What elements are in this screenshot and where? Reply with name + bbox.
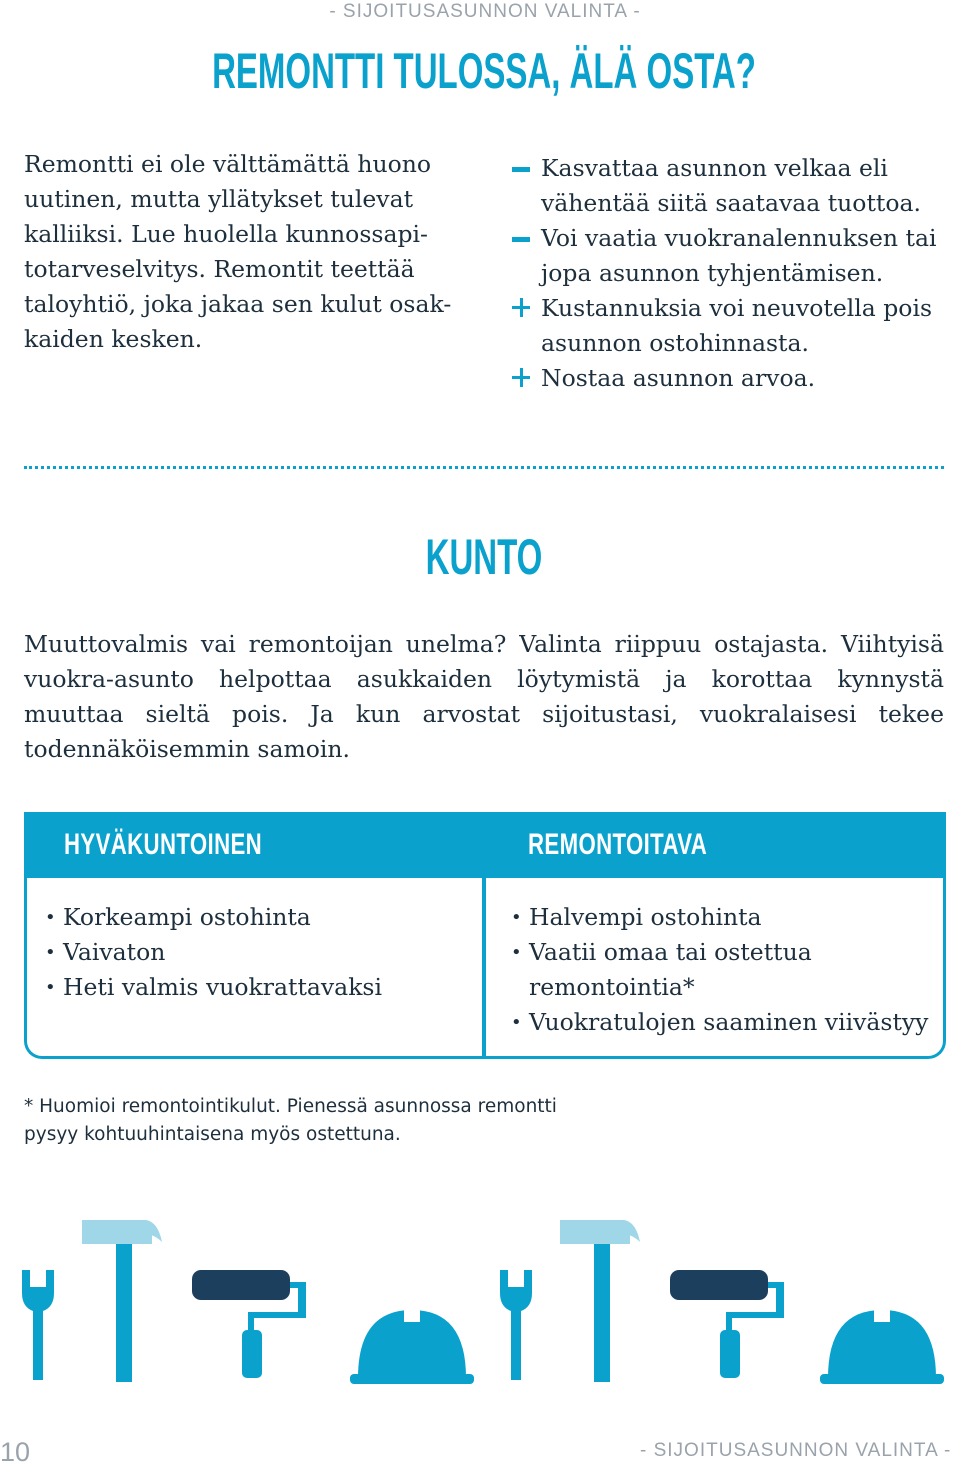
comparison-header-renovate — [486, 812, 944, 878]
intro-line: kaiden kesken. — [24, 325, 203, 353]
intro-line: kalliiksi. Lue huolella kunnossapi- — [24, 220, 428, 248]
point-item — [510, 361, 955, 396]
condition-body: Muuttovalmis vai remontoijan unelma? Valinta riippuu ostajasta. Viihtyisä vuokra-asunto helpottaa asukkaiden löytymistä ja korottaa kynnystä muuttaa sieltä pois. Ja kun arvostat sijoitustasi, vuokralaisesi tekee todennäköisemmin samoin. — [24, 630, 944, 763]
hard-hat-icon — [350, 1310, 474, 1384]
intro-line: totarveselvitys. Remontit teettää — [24, 255, 415, 283]
minus-icon — [510, 151, 532, 186]
wrench-icon — [500, 1270, 532, 1380]
renovation-title: REMONTTI TULOSSA, ÄLÄ OSTA? — [212, 43, 756, 99]
list-item: • Vuokratulojen saaminen viivästyy — [510, 1005, 942, 1040]
minus-icon — [510, 221, 532, 256]
point-text: Voi vaatia vuokranalennuksen tai jopa asunnon tyhjentämisen. — [541, 224, 937, 287]
plus-icon — [510, 361, 532, 396]
list-item: • Korkeampi ostohinta — [44, 900, 474, 935]
footnote — [24, 1093, 624, 1149]
paint-roller-icon — [670, 1270, 784, 1378]
list-item: • Heti valmis vuokrattavaksi — [44, 970, 474, 1005]
plus-icon — [510, 291, 532, 326]
wrench-icon — [22, 1270, 54, 1380]
point-text: Nostaa asunnon arvoa. — [541, 364, 816, 392]
paint-roller-icon — [192, 1270, 306, 1378]
comparison-table — [24, 812, 944, 1060]
renovation-points — [510, 151, 955, 396]
list-item: • Vaatii omaa tai ostettua remontointia* — [510, 935, 942, 1005]
list-item: • Halvempi ostohinta — [510, 900, 942, 935]
hard-hat-icon — [820, 1310, 944, 1384]
point-text: Kasvattaa asunnon velkaa eli vähentää siitä saatavaa tuottoa. — [541, 154, 921, 217]
condition-title: KUNTO — [425, 529, 543, 585]
renovation-intro — [24, 147, 457, 357]
point-item — [510, 221, 955, 291]
intro-line: taloyhtiö, joka jakaa sen kulut osak- — [24, 290, 452, 318]
good-condition-list — [44, 900, 474, 1005]
hammer-icon — [82, 1220, 162, 1382]
list-item: • Vaivaton — [44, 935, 474, 970]
point-item — [510, 151, 955, 221]
hammer-icon — [560, 1220, 640, 1382]
footnote-line: * Huomioi remontointikulut. Pienessä asunnossa remontti — [24, 1096, 557, 1117]
point-item — [510, 291, 955, 361]
section-divider — [24, 466, 944, 469]
tools-illustration — [0, 1215, 960, 1390]
renovation-needed-list — [510, 900, 942, 1040]
intro-line: uutinen, mutta yllätykset tulevat — [24, 185, 414, 213]
point-text: Kustannuksia voi neuvotella pois asunnon ostohinnasta. — [541, 294, 933, 357]
intro-line: Remontti ei ole välttämättä huono — [24, 150, 432, 178]
comparison-header-good — [24, 812, 482, 878]
footer-section-tag: - SIJOITUSASUNNON VALINTA - — [640, 1440, 952, 1461]
footnote-line: pysyy kohtuuhintaisena myös ostettuna. — [24, 1124, 401, 1145]
column-divider — [482, 812, 486, 1058]
page-number: 10 — [0, 1437, 31, 1467]
column-title: REMONTOITAVA — [528, 828, 708, 861]
column-title: HYVÄKUNTOINEN — [64, 828, 263, 861]
header-section-tag: - SIJOITUSASUNNON VALINTA - — [329, 1, 641, 22]
